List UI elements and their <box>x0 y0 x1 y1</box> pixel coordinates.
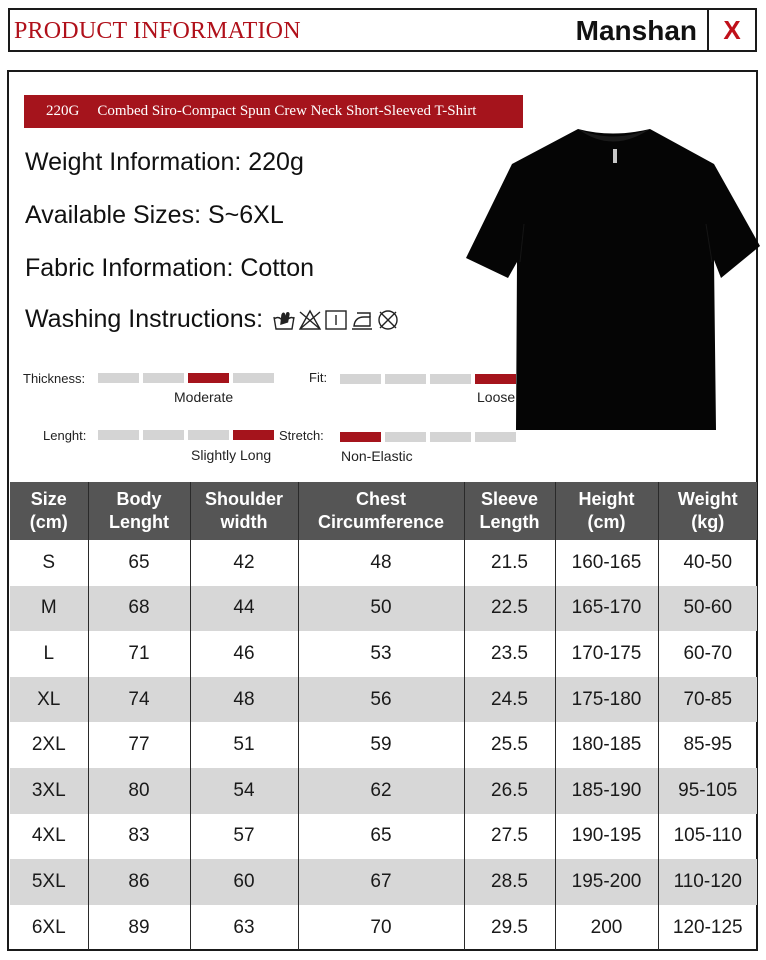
fit-segment-3 <box>430 374 471 384</box>
cell-chest: 48 <box>298 540 464 586</box>
cell-chest: 62 <box>298 768 464 814</box>
weight-info: Weight Information: 220g <box>25 148 304 176</box>
product-banner <box>24 95 523 128</box>
cell-weight: 60-70 <box>683 642 733 664</box>
cell-weight: 110-120 <box>658 859 757 905</box>
cell-body-length: 65 <box>88 540 190 586</box>
do-not-dry-clean-icon <box>376 308 400 332</box>
fit-label: Fit: <box>309 370 328 385</box>
table-row <box>10 722 757 768</box>
cell-sleeve-length: 28.5 <box>464 859 555 905</box>
cell-sleeve-length: 24.5 <box>464 677 555 723</box>
cell-body-length: 86 <box>88 859 190 905</box>
cell-sleeve-length: 26.5 <box>464 768 555 814</box>
cell-sleeve-length: 29.5 <box>464 905 555 951</box>
cell-size: 5XL <box>10 859 88 905</box>
cell-size: L <box>10 631 88 677</box>
washing-icons <box>272 308 400 332</box>
col-header-size: Size (cm) <box>10 482 88 540</box>
cell-chest: 50 <box>298 586 464 632</box>
col-header-weight: Weight (kg) <box>658 482 757 540</box>
cell-body-length: 83 <box>88 814 190 860</box>
fit-value: Loose <box>477 389 516 405</box>
cell-shoulder-width: 44 <box>190 586 298 632</box>
cell-body-length: 68 <box>88 586 190 632</box>
cell-size: 3XL <box>10 768 88 814</box>
brand-logo: Manshan <box>575 15 697 46</box>
fabric-info: Fabric Information: Cotton <box>25 254 315 282</box>
cell-shoulder-width: 42 <box>190 540 298 586</box>
length-value: Slightly Long <box>191 447 272 463</box>
product-name: Combed Siro-Compact Spun Crew Neck Short-Sleeved T-Shirt <box>97 103 477 119</box>
page-title: PRODUCT INFORMATION <box>14 18 301 44</box>
cell-height: 190-195 <box>555 814 658 860</box>
col-header-chest: Chest Circumference <box>298 482 464 540</box>
thickness-label: Thickness: <box>23 371 86 386</box>
cell-chest: 67 <box>298 859 464 905</box>
cell-sleeve-length: 23.5 <box>464 631 555 677</box>
fit-segment-2 <box>385 374 426 384</box>
close-button[interactable]: X <box>723 14 741 45</box>
col-header-sleeve-length: Sleeve Length <box>464 482 555 540</box>
stretch-segment-2 <box>385 432 426 442</box>
cell-chest: 59 <box>298 722 464 768</box>
length-segment-4 <box>233 430 274 440</box>
stretch-segment-4 <box>475 432 516 442</box>
thickness-value: Moderate <box>174 389 234 405</box>
washing-info <box>25 305 400 334</box>
table-header-row <box>10 482 757 540</box>
washing-label: Washing Instructions: <box>25 305 264 333</box>
table-row <box>10 814 757 860</box>
product-panel <box>7 70 758 951</box>
cell-shoulder-width: 60 <box>190 859 298 905</box>
col-header-body-length: Body Lenght <box>88 482 190 540</box>
table-row <box>10 540 757 586</box>
cell-height: 170-175 <box>555 631 658 677</box>
cell-body-length: 77 <box>88 722 190 768</box>
cell-shoulder-width: 48 <box>190 677 298 723</box>
thickness-segment-4 <box>233 373 274 383</box>
table-row <box>10 677 757 723</box>
cell-shoulder-width: 63 <box>190 905 298 951</box>
length-segment-3 <box>188 430 229 440</box>
cell-weight: 70-85 <box>658 677 757 723</box>
size-chart-table <box>10 482 757 950</box>
cell-weight: 50-60 <box>658 586 757 632</box>
col-header-shoulder-width: Shoulder width <box>190 482 298 540</box>
iron-icon <box>350 308 374 332</box>
stretch-value: Non-Elastic <box>341 448 413 464</box>
cell-height: 195-200 <box>555 859 658 905</box>
hand-wash-icon <box>272 308 296 332</box>
cell-weight: 105-110 <box>673 825 742 847</box>
cell-body-length: 74 <box>88 677 190 723</box>
cell-sleeve-length: 21.5 <box>464 540 555 586</box>
cell-size: 2XL <box>10 722 88 768</box>
cell-size: 4XL <box>10 814 88 860</box>
thickness-segment-1 <box>98 373 139 383</box>
cell-chest: 65 <box>298 814 464 860</box>
cell-shoulder-width: 54 <box>190 768 298 814</box>
cell-sleeve-length: 25.5 <box>464 722 555 768</box>
cell-body-length: 71 <box>88 631 190 677</box>
cell-sleeve-length: 27.5 <box>464 814 555 860</box>
cell-weight: 40-50 <box>683 551 733 573</box>
cell-size: M <box>10 586 88 632</box>
cell-shoulder-width: 46 <box>190 631 298 677</box>
table-row <box>10 859 757 905</box>
cell-body-length: 89 <box>88 905 190 951</box>
stretch-segment-1 <box>340 432 381 442</box>
table-row <box>10 586 757 632</box>
cell-size: S <box>10 540 88 586</box>
length-segment-2 <box>143 430 184 440</box>
table-row <box>10 631 757 677</box>
fit-segment-4 <box>475 374 516 384</box>
cell-chest: 56 <box>298 677 464 723</box>
do-not-bleach-icon <box>298 308 322 332</box>
cell-shoulder-width: 57 <box>190 814 298 860</box>
cell-sleeve-length: 22.5 <box>464 586 555 632</box>
col-header-height: Height (cm) <box>555 482 658 540</box>
cell-chest: 70 <box>298 905 464 951</box>
cell-weight: 85-95 <box>683 734 733 756</box>
thickness-segment-2 <box>143 373 184 383</box>
cell-shoulder-width: 51 <box>190 722 298 768</box>
cell-height: 165-170 <box>555 586 658 632</box>
stretch-label: Stretch: <box>279 428 324 443</box>
length-label: Lenght: <box>43 428 87 443</box>
cell-weight: 120-125 <box>672 916 743 938</box>
cell-height: 180-185 <box>555 722 658 768</box>
cell-chest: 53 <box>298 631 464 677</box>
fit-segment-1 <box>340 374 381 384</box>
table-row <box>10 768 757 814</box>
product-code: 220G <box>46 103 80 119</box>
cell-height: 200 <box>555 905 658 951</box>
stretch-segment-3 <box>430 432 471 442</box>
sizes-info: Available Sizes: S~6XL <box>25 201 284 229</box>
cell-body-length: 80 <box>88 768 190 814</box>
cell-height: 175-180 <box>555 677 658 723</box>
page-header <box>8 8 757 52</box>
cell-size: 6XL <box>10 905 88 951</box>
cell-size: XL <box>10 677 88 723</box>
table-row <box>10 905 757 951</box>
tumble-dry-icon <box>324 308 348 332</box>
thickness-segment-3 <box>188 373 229 383</box>
cell-weight: 95-105 <box>658 768 757 814</box>
cell-height: 160-165 <box>555 540 658 586</box>
cell-height: 185-190 <box>555 768 658 814</box>
length-segment-1 <box>98 430 139 440</box>
